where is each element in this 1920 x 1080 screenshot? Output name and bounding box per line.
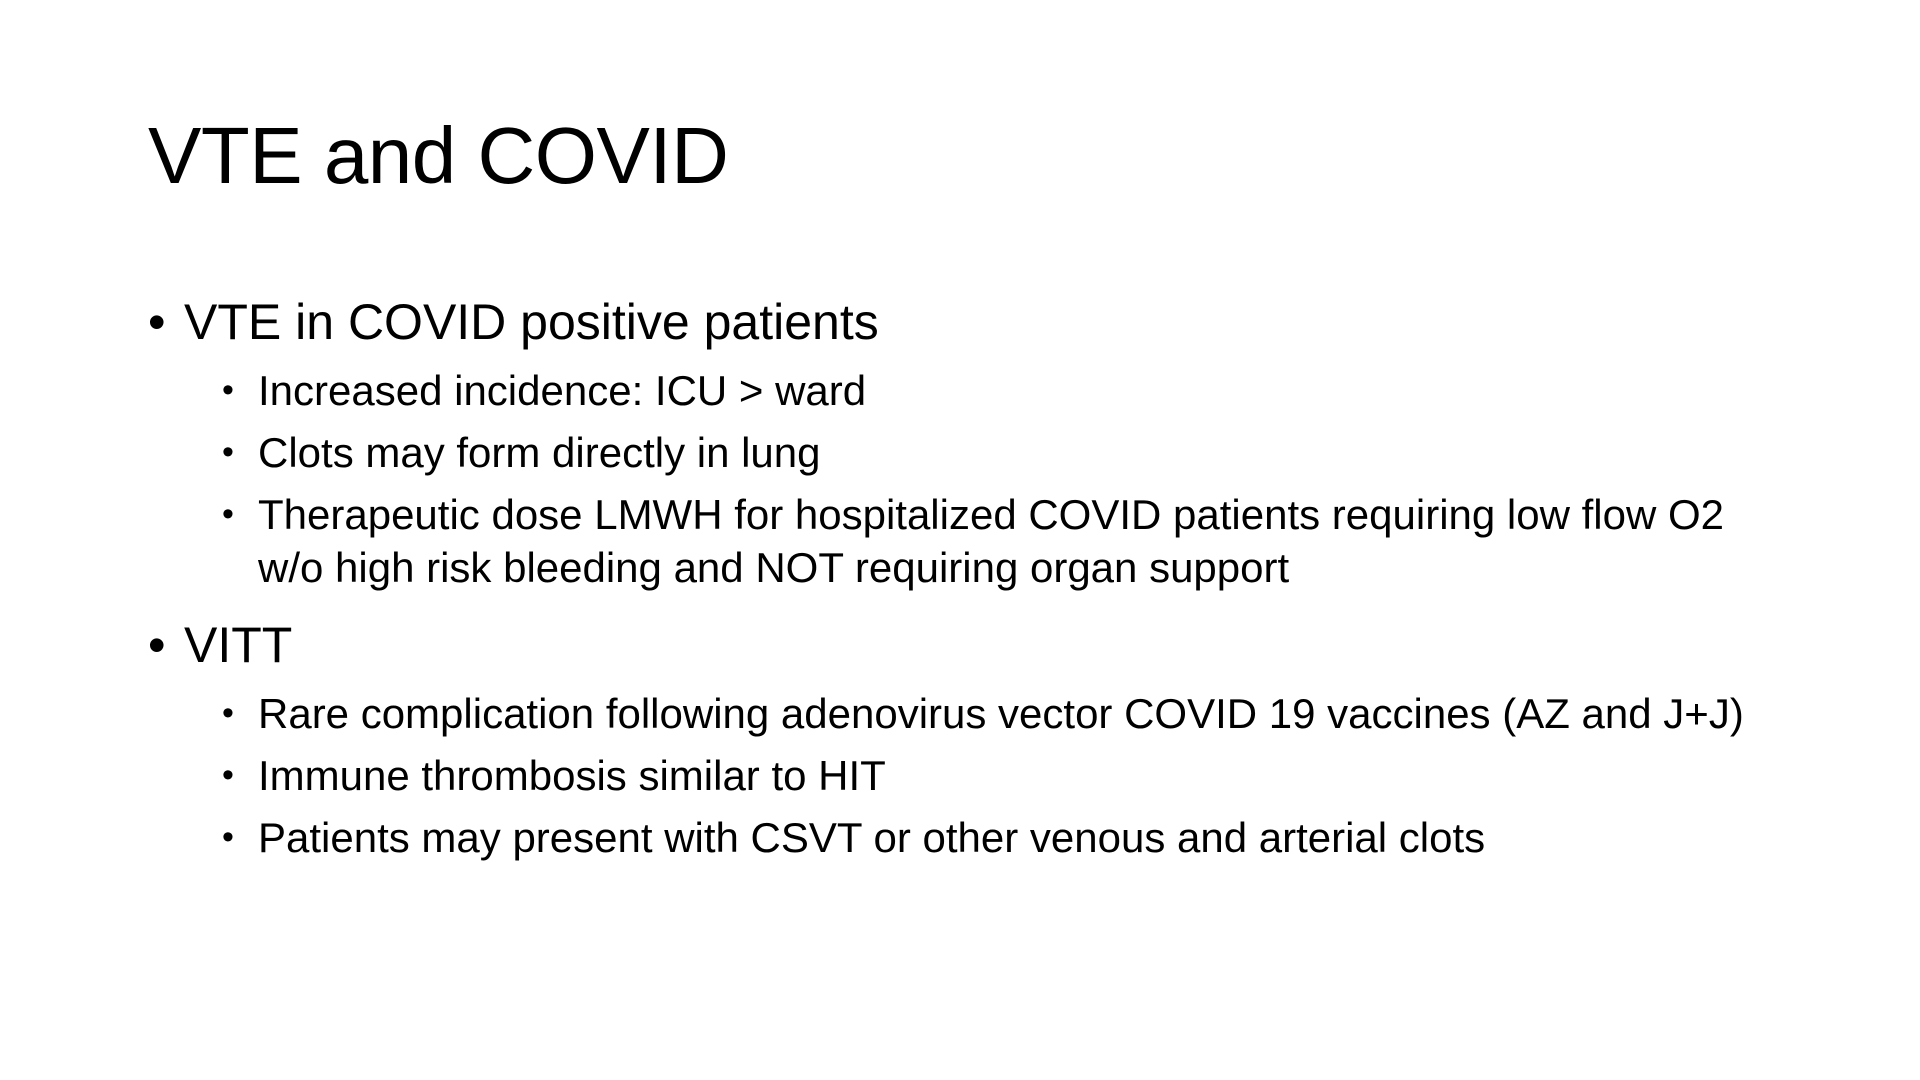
sub-bullet-item xyxy=(222,364,1778,418)
sub-bullet-item xyxy=(222,488,1778,596)
sub-bullet-text: Therapeutic dose LMWH for hospitalized COVID patients requiring low flow O2 w/o high risk bleeding and NOT requiring organ support xyxy=(258,490,1724,592)
sub-bullet-text: Immune thrombosis similar to HIT xyxy=(258,751,886,799)
sub-bullet-item xyxy=(222,811,1778,865)
bullet-icon: • xyxy=(222,432,234,471)
bullet-list xyxy=(148,292,1828,864)
bullet-icon: • xyxy=(222,817,234,856)
bullet-icon: • xyxy=(222,494,234,533)
sub-bullet-text: Increased incidence: ICU > ward xyxy=(258,367,867,414)
sub-bullet-text: Rare complication following adenovirus vector COVID 19 vaccines (AZ and J+J) xyxy=(258,690,1744,737)
sub-bullet-list xyxy=(222,364,1828,595)
bullet-heading: VITT xyxy=(184,617,293,673)
sub-bullet-item xyxy=(222,687,1778,741)
bullet-icon: • xyxy=(148,294,166,350)
slide-content xyxy=(148,292,1828,876)
bullet-icon: • xyxy=(148,617,166,673)
sub-bullet-item xyxy=(222,426,1778,480)
bullet-icon: • xyxy=(222,371,234,409)
bullet-item-vitt xyxy=(148,615,1828,864)
sub-bullet-text: Clots may form directly in lung xyxy=(258,428,821,476)
sub-bullet-list xyxy=(222,687,1828,864)
bullet-icon: • xyxy=(222,755,234,794)
slide-title: VTE and COVID xyxy=(148,111,729,200)
sub-bullet-item xyxy=(222,749,1778,803)
bullet-item-vte-covid xyxy=(148,292,1828,595)
bullet-heading: VTE in COVID positive patients xyxy=(184,294,879,350)
sub-bullet-text: Patients may present with CSVT or other venous and arterial clots xyxy=(258,813,1486,861)
bullet-icon: • xyxy=(222,694,234,732)
